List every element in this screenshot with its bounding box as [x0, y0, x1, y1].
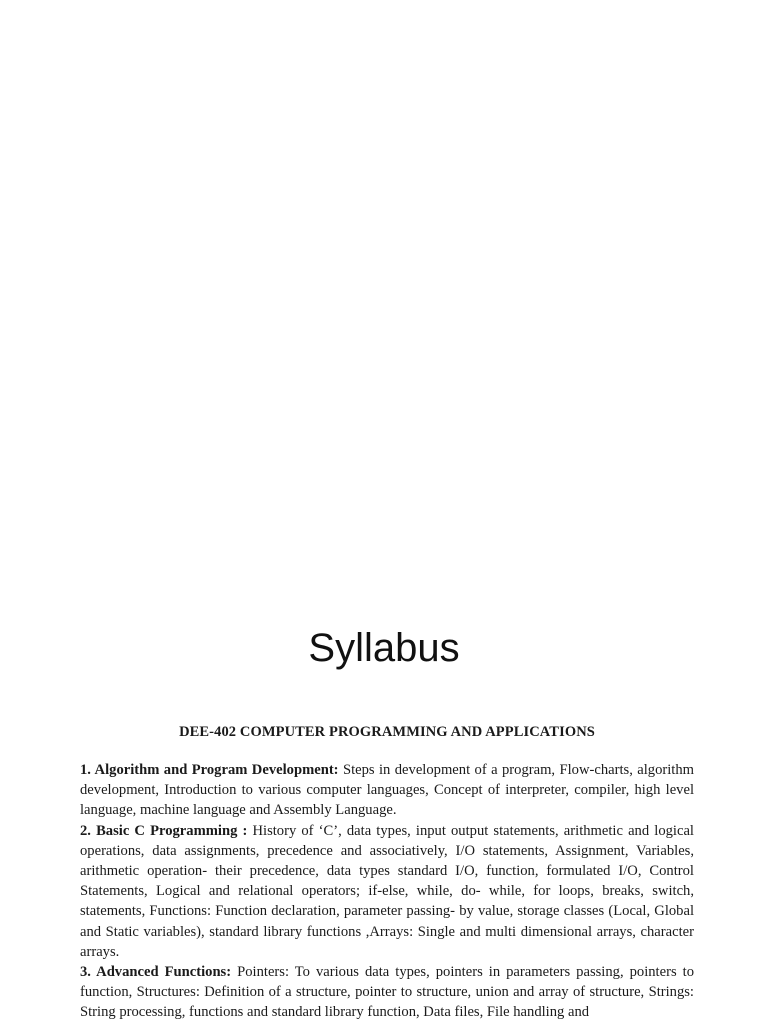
section-basic-c: [80, 821, 694, 962]
syllabus-document: [80, 722, 694, 1023]
course-heading: DEE-402 COMPUTER PROGRAMMING AND APPLICATIONS: [179, 724, 595, 740]
section-advanced-functions: [80, 962, 694, 1023]
section-title: 3. Advanced Functions:: [80, 964, 232, 981]
section-title: 2. Basic C Programming :: [80, 822, 248, 839]
section-body: Steps in development of a program, Flow-charts, algorithm development, Introduction to various computer languages, Concept of interpreter, compiler, high level language, machine language and Assembly Language.: [80, 762, 694, 819]
slide-title: Syllabus: [308, 626, 460, 670]
section-body: Pointers: To various data types, pointers in parameters passing, pointers to function, Structures: Definition of a structure, pointer to structure, union and array of structure, Strings: String processing, functions and standard library function, Data files, File handling and: [80, 964, 694, 1021]
section-title: 1. Algorithm and Program Development:: [80, 762, 339, 778]
section-body: History of ‘C’, data types, input output statements, arithmetic and logical operations, data assignments, precedence and associatively, I/O statements, Assignment, Variables, arithmetic operation- their precedence, data types standard I/O, function, formulated I/O, Control Statements, Logical and relational operators; if-else, while, do- while, for loops, breaks, switch, statements, Functions: Function declaration, parameter passing- by value, storage classes (Local, Global and Static variables), standard library functions ,Arrays: Single and multi dimensional arrays, character arrays.: [80, 822, 694, 960]
section-algorithm: [80, 760, 694, 821]
